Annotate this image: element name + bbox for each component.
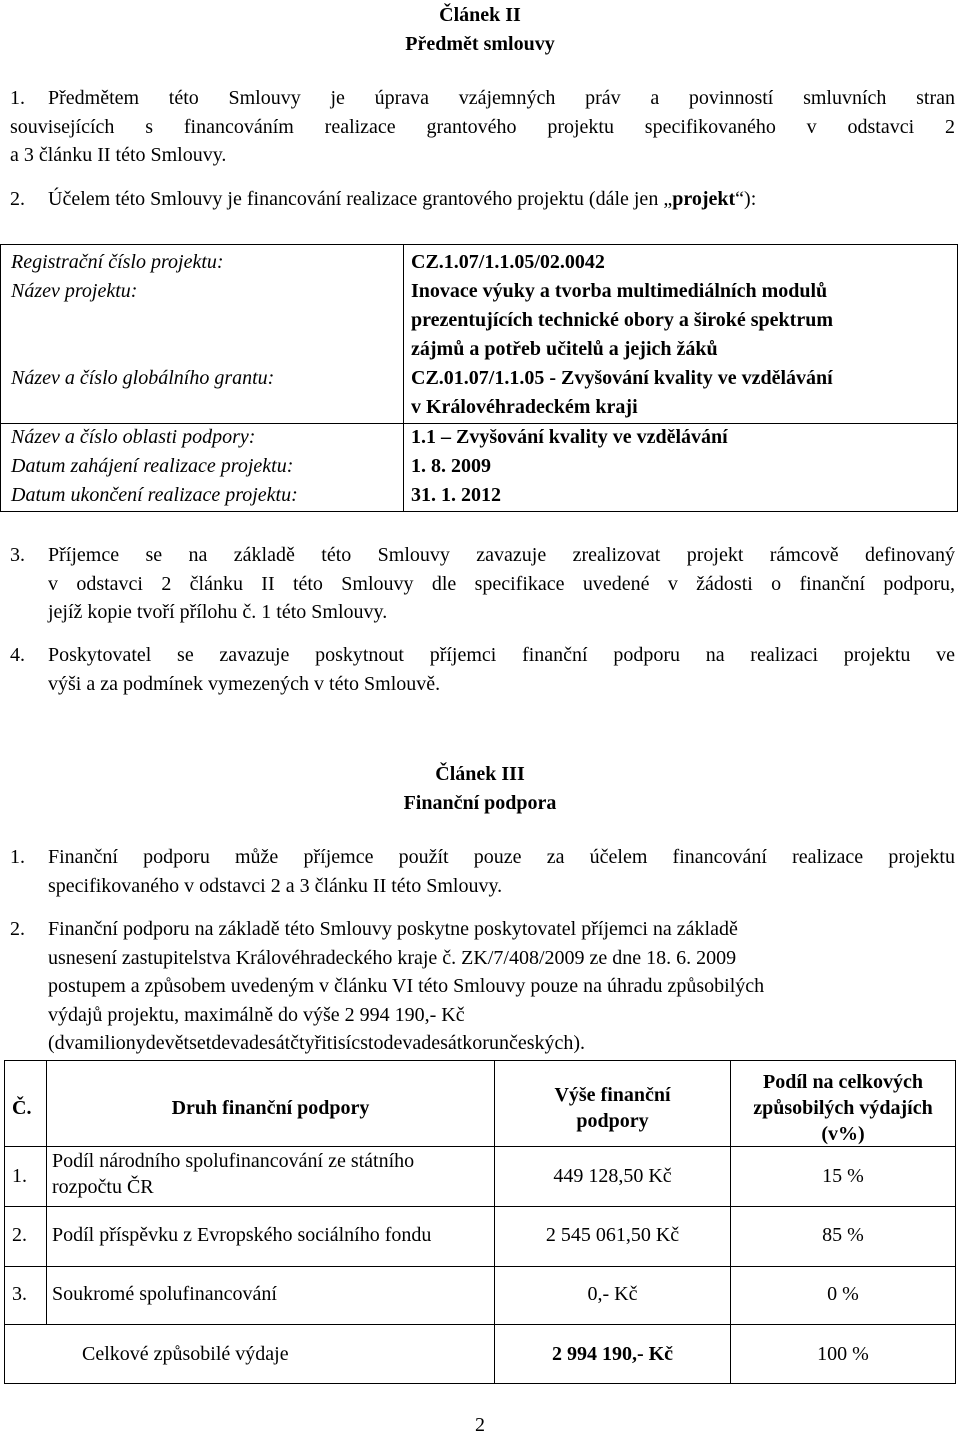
value-global-grant: v Královéhradeckém kraji bbox=[411, 396, 638, 418]
total-amount: 2 994 190,- Kč bbox=[551, 1343, 674, 1365]
row-amount: 0,- Kč bbox=[587, 1283, 638, 1305]
table-border bbox=[4, 1206, 956, 1207]
paragraph-line: specifikovaného v odstavci 2 a 3 článku II této Smlouvy. bbox=[48, 874, 503, 897]
label-global-grant: Název a číslo globálního grantu: bbox=[11, 367, 275, 389]
paragraph-text: Účelem této Smlouvy je financování realizace grantového projektu (dále jen „ bbox=[48, 188, 673, 210]
value-project-name: prezentujících technické obory a široké spektrum bbox=[411, 309, 834, 331]
article-2-paragraph-4 bbox=[10, 641, 955, 698]
paragraph-line: v odstavci 2 článku II této Smlouvy dle specifikace uvedené v žádosti o finanční podporu, bbox=[48, 572, 955, 595]
header-share: (v%) bbox=[821, 1123, 865, 1145]
table-border bbox=[4, 1060, 956, 1061]
table-border bbox=[4, 1324, 956, 1325]
paragraph-line: Předmětem této Smlouvy je úprava vzájemných práv a povinností smluvních stran bbox=[48, 87, 955, 109]
paragraph-line: Finanční podporu může příjemce použít pouze za účelem financování realizace projektu bbox=[48, 846, 955, 868]
value-global-grant: CZ.01.07/1.1.05 - Zvyšování kvality ve vzdělávání bbox=[411, 367, 833, 389]
paragraph-number: 4. bbox=[10, 644, 25, 666]
header-number: Č. bbox=[12, 1097, 32, 1119]
paragraph-line: usnesení zastupitelstva Královéhradeckého kraje č. ZK/7/408/2009 ze dne 18. 6. 2009 bbox=[48, 946, 737, 969]
paragraph-text: “): bbox=[735, 188, 757, 210]
table-border bbox=[955, 1060, 956, 1384]
article-3-paragraph-1 bbox=[10, 843, 955, 900]
label-project-name: Název projektu: bbox=[11, 280, 138, 302]
value-start-date: 1. 8. 2009 bbox=[411, 455, 491, 477]
total-label: Celkové způsobilé výdaje bbox=[82, 1343, 289, 1365]
paragraph-number: 2. bbox=[10, 188, 25, 210]
value-project-name: zájmů a potřeb učitelů a jejich žáků bbox=[411, 338, 718, 360]
row-share: 15 % bbox=[822, 1165, 864, 1187]
table-border bbox=[4, 1266, 956, 1267]
article-3-paragraph-2 bbox=[10, 915, 955, 1058]
page-number: 2 bbox=[475, 1414, 485, 1436]
row-support-type: Podíl příspěvku z Evropského sociálního fondu bbox=[52, 1224, 432, 1246]
label-end-date: Datum ukončení realizace projektu: bbox=[11, 484, 298, 506]
label-support-area: Název a číslo oblasti podpory: bbox=[11, 426, 256, 448]
row-number: 3. bbox=[12, 1283, 27, 1305]
finance-table bbox=[4, 1060, 956, 1384]
article-3-heading: Článek III bbox=[435, 763, 525, 785]
article-2-paragraph-3 bbox=[10, 541, 955, 627]
paragraph-line: výši a za podmínek vymezených v této Smlouvě. bbox=[48, 672, 441, 695]
value-project-name: Inovace výuky a tvorba multimediálních modulů bbox=[411, 280, 828, 302]
paragraph-line: Poskytovatel se zavazuje poskytnout příjemci finanční podporu na realizaci projektu ve bbox=[48, 644, 955, 666]
table-divider bbox=[403, 245, 404, 511]
paragraph-line: (dvamilionydevětsetdevadesátčtyřitisícstodevadesátkorunčeských). bbox=[48, 1032, 586, 1054]
row-amount: 2 545 061,50 Kč bbox=[545, 1224, 680, 1246]
label-start-date: Datum zahájení realizace projektu: bbox=[11, 455, 294, 477]
row-share: 0 % bbox=[827, 1283, 859, 1305]
table-border bbox=[4, 1060, 5, 1384]
paragraph-line: souvisejících s financováním realizace grantového projektu specifikovaného v odstavci 2 bbox=[10, 115, 955, 138]
row-number: 1. bbox=[12, 1165, 27, 1187]
row-share: 85 % bbox=[822, 1224, 864, 1246]
article-3-subheading: Finanční podpora bbox=[403, 792, 557, 814]
row-support-type: rozpočtu ČR bbox=[52, 1176, 154, 1198]
paragraph-number: 3. bbox=[10, 544, 25, 566]
header-amount: Výše finanční bbox=[554, 1084, 671, 1106]
paragraph-line: jejíž kopie tvoří přílohu č. 1 této Smlouvy. bbox=[48, 601, 388, 623]
table-border bbox=[4, 1383, 956, 1384]
label-registration-number: Registrační číslo projektu: bbox=[11, 251, 224, 273]
paragraph-line bbox=[10, 185, 955, 214]
paragraph-number: 1. bbox=[10, 87, 25, 109]
value-end-date: 31. 1. 2012 bbox=[411, 484, 501, 506]
row-amount: 449 128,50 Kč bbox=[553, 1165, 672, 1187]
paragraph-line: a 3 článku II této Smlouvy. bbox=[10, 144, 227, 166]
article-2-paragraph-1 bbox=[10, 84, 955, 170]
article-2-paragraph-2 bbox=[10, 185, 955, 214]
paragraph-number: 1. bbox=[10, 846, 25, 868]
row-support-type: Podíl národního spolufinancování ze státního bbox=[52, 1150, 415, 1172]
paragraph-line: výdajů projektu, maximálně do výše 2 994 190,- Kč bbox=[48, 1003, 465, 1026]
value-support-area: 1.1 – Zvyšování kvality ve vzdělávání bbox=[411, 426, 728, 448]
table-divider bbox=[1, 423, 957, 424]
total-share: 100 % bbox=[817, 1343, 869, 1365]
article-2-heading: Článek II bbox=[439, 4, 521, 26]
paragraph-number: 2. bbox=[10, 918, 25, 940]
header-share: způsobilých výdajích bbox=[753, 1097, 933, 1119]
row-support-type: Soukromé spolufinancování bbox=[52, 1283, 277, 1305]
project-info-table bbox=[0, 244, 958, 512]
header-amount: podpory bbox=[576, 1110, 649, 1132]
row-number: 2. bbox=[12, 1224, 27, 1246]
paragraph-line: postupem a způsobem uvedeným v článku VI této Smlouvy pouze na úhradu způsobilých bbox=[48, 975, 765, 997]
header-share: Podíl na celkových bbox=[762, 1071, 923, 1093]
header-support-type: Druh finanční podpory bbox=[171, 1097, 370, 1119]
paragraph-line: Příjemce se na základě této Smlouvy zavazuje zrealizovat projekt rámcově definovaný bbox=[48, 544, 955, 566]
value-registration-number: CZ.1.07/1.1.05/02.0042 bbox=[411, 251, 605, 273]
project-term: projekt bbox=[672, 188, 736, 210]
paragraph-line: Finanční podporu na základě této Smlouvy poskytne poskytovatel příjemci na základě bbox=[48, 918, 738, 940]
article-2-subheading: Předmět smlouvy bbox=[405, 33, 555, 55]
